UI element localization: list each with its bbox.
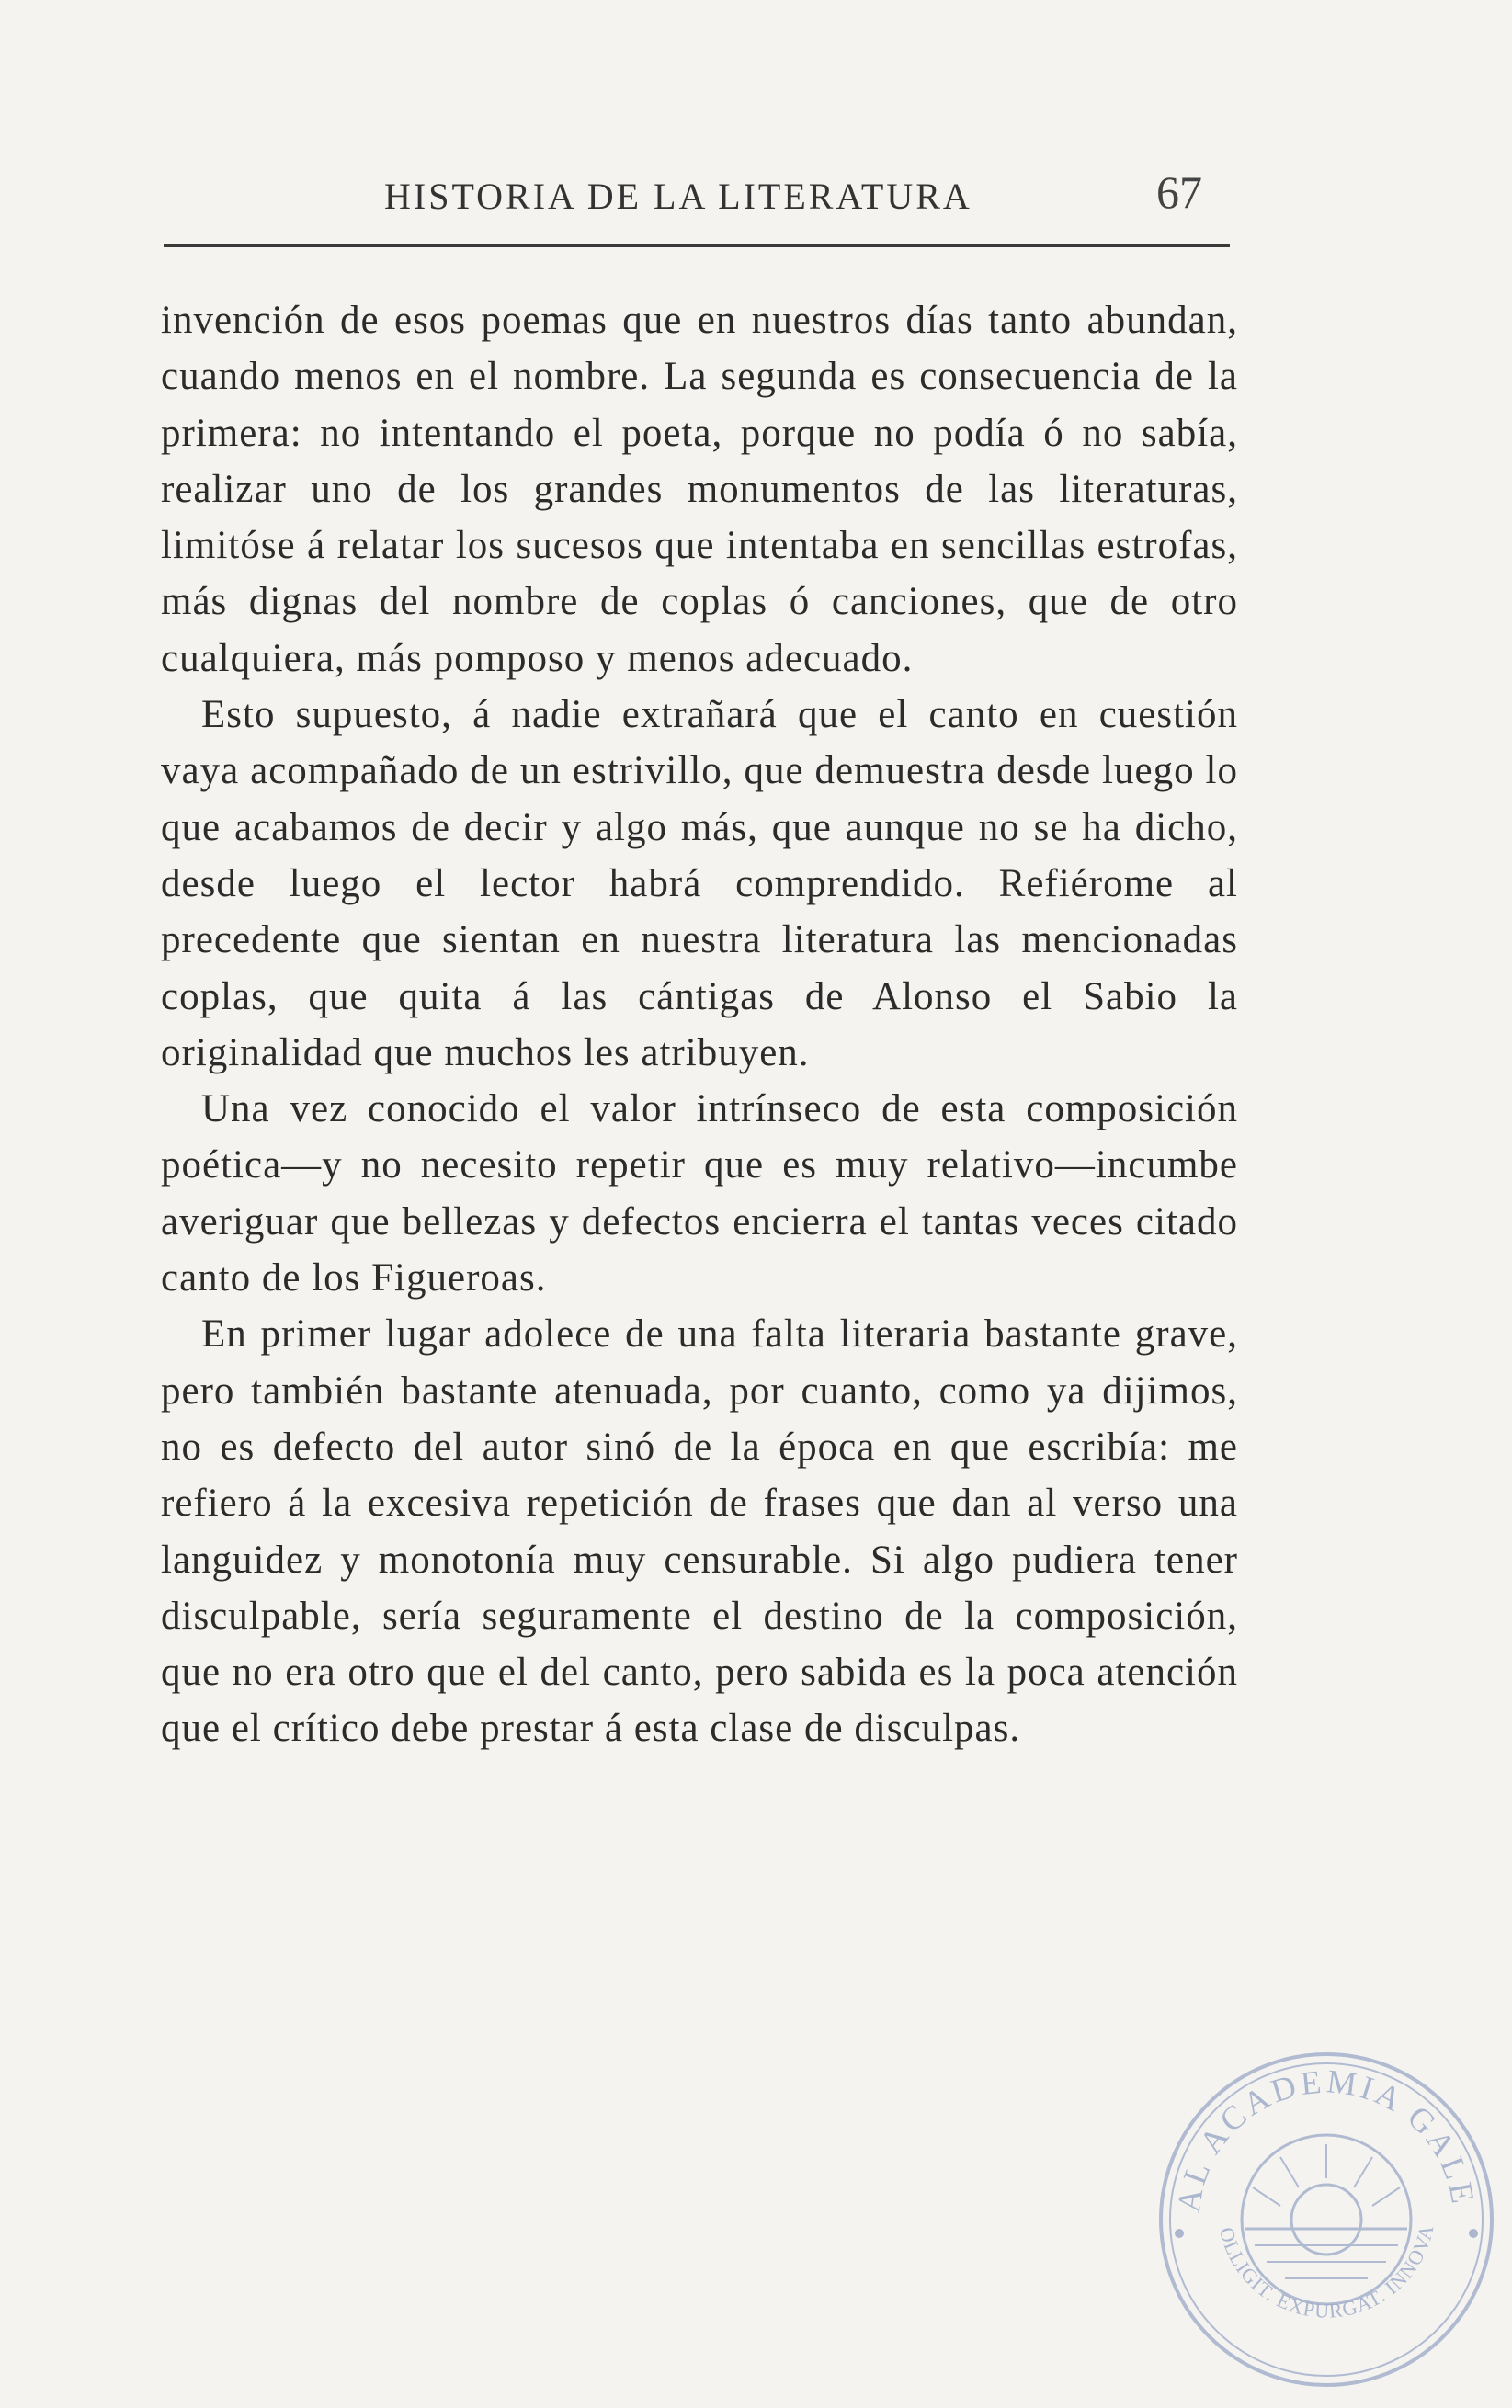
- seal-bottom-text: OLLIGIT. EXPURGAT. INNOVA: [1214, 2223, 1438, 2323]
- seal-top-text: AL ACADEMIA GALE: [1169, 2062, 1483, 2215]
- header-rule: [164, 244, 1230, 247]
- page-number: 67: [1156, 166, 1202, 218]
- seal-icon: [1143, 2036, 1510, 2403]
- running-title: HISTORIA DE LA LITERATURA: [384, 176, 972, 217]
- page-header: [164, 165, 1230, 221]
- paragraph: invención de esos poemas que en nuestros días tanto abundan, cuando menos en el nombre. La segunda es consecuencia de la primera: no intentando el poeta, porque no podía ó no sabía, realizar uno de los grandes monumentos de las literaturas, limitóse á relatar los sucesos que intentaba en sencillas estrofas, más dignas del nombre de coplas ó canciones, que de otro cualquiera, más pomposo y menos adecuado.: [161, 299, 1238, 680]
- paragraph: Esto supuesto, á nadie extrañará que el canto en cuestión vaya acompañado de un estrivillo, que demuestra desde luego lo que acabamos de decir y algo más, que aunque no se ha dicho, desde luego el lector habrá comprendido. Refiérome al precedente que sientan en nuestra literatura las mencionadas coplas, que quita á las cántigas de Alonso el Sabio la originalidad que muchos les atribuyen.: [161, 693, 1238, 1074]
- library-seal-stamp: [1143, 2036, 1510, 2403]
- paragraph: En primer lugar adolece de una falta literaria bastante grave, pero también bastante atenuada, por cuanto, como ya dijimos, no es defecto del autor sinó de la época en que escribía: me refiero á la excesiva repetición de frases que dan al verso una languidez y monotonía muy censurable. Si algo pudiera tener disculpable, sería seguramente el destino de la composición, que no era otro que el del canto, pero sabida es la poca atención que el crítico debe prestar á esta clase de disculpas.: [161, 1312, 1238, 1751]
- body-text: [161, 292, 1238, 1757]
- paragraph: Una vez conocido el valor intrínseco de esta composición poética—y no necesito repetir que es muy relativo—incumbe averiguar que bellezas y defectos encierra el tantas veces citado canto de los Figueroas.: [161, 1087, 1238, 1301]
